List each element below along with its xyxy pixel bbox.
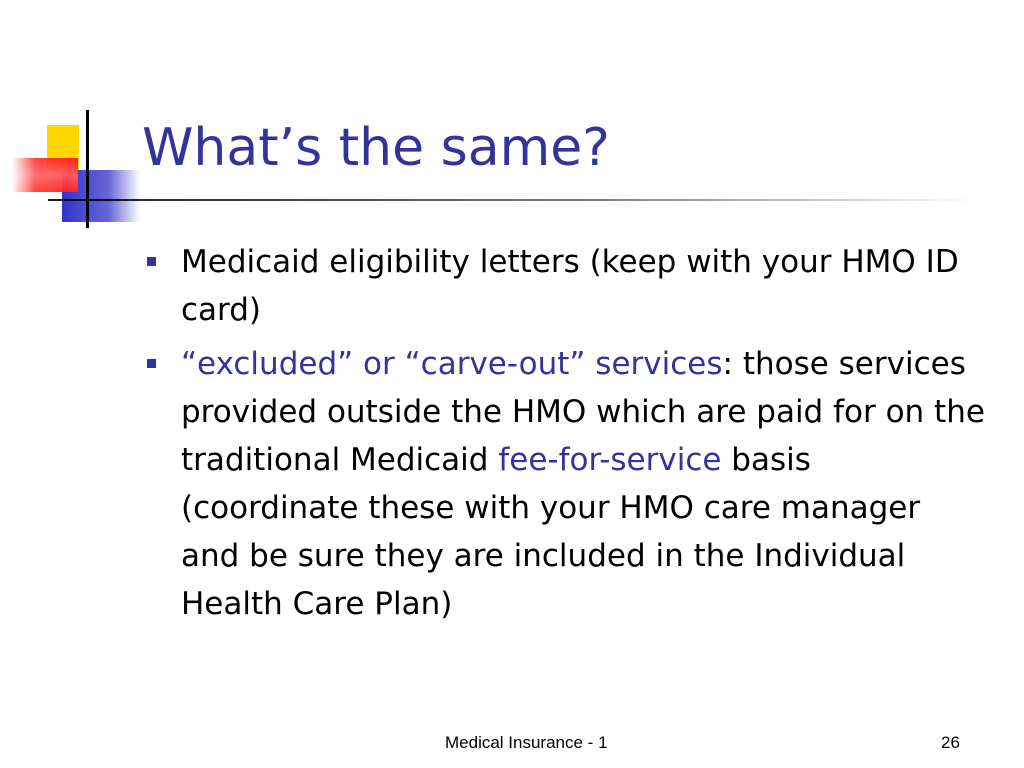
title-rule [48, 199, 978, 201]
bullet-item [145, 340, 985, 628]
slide-title: What’s the same? [142, 118, 610, 178]
page-number: 26 [941, 733, 960, 752]
bullet-text: basis (coordinate these with your HMO care manager and be sure they are included in the Individual Health Care Plan) [181, 442, 921, 622]
square-bullet-icon [147, 359, 156, 368]
highlighted-term: fee-for-service [498, 442, 722, 478]
bullet-text: Medicaid eligibility letters (keep with your HMO ID card) [181, 244, 959, 328]
square-bullet-icon [147, 257, 156, 266]
footer-text: Medical Insurance - 1 [445, 733, 608, 752]
bullet-text: : those services provided outside the HMO which are paid for on the traditional Medicaid [181, 346, 985, 478]
highlighted-term: “excluded” or “carve-out” services [181, 346, 723, 382]
bullet-list [145, 238, 985, 634]
bullet-item [145, 238, 985, 334]
vertical-rule [86, 110, 89, 228]
